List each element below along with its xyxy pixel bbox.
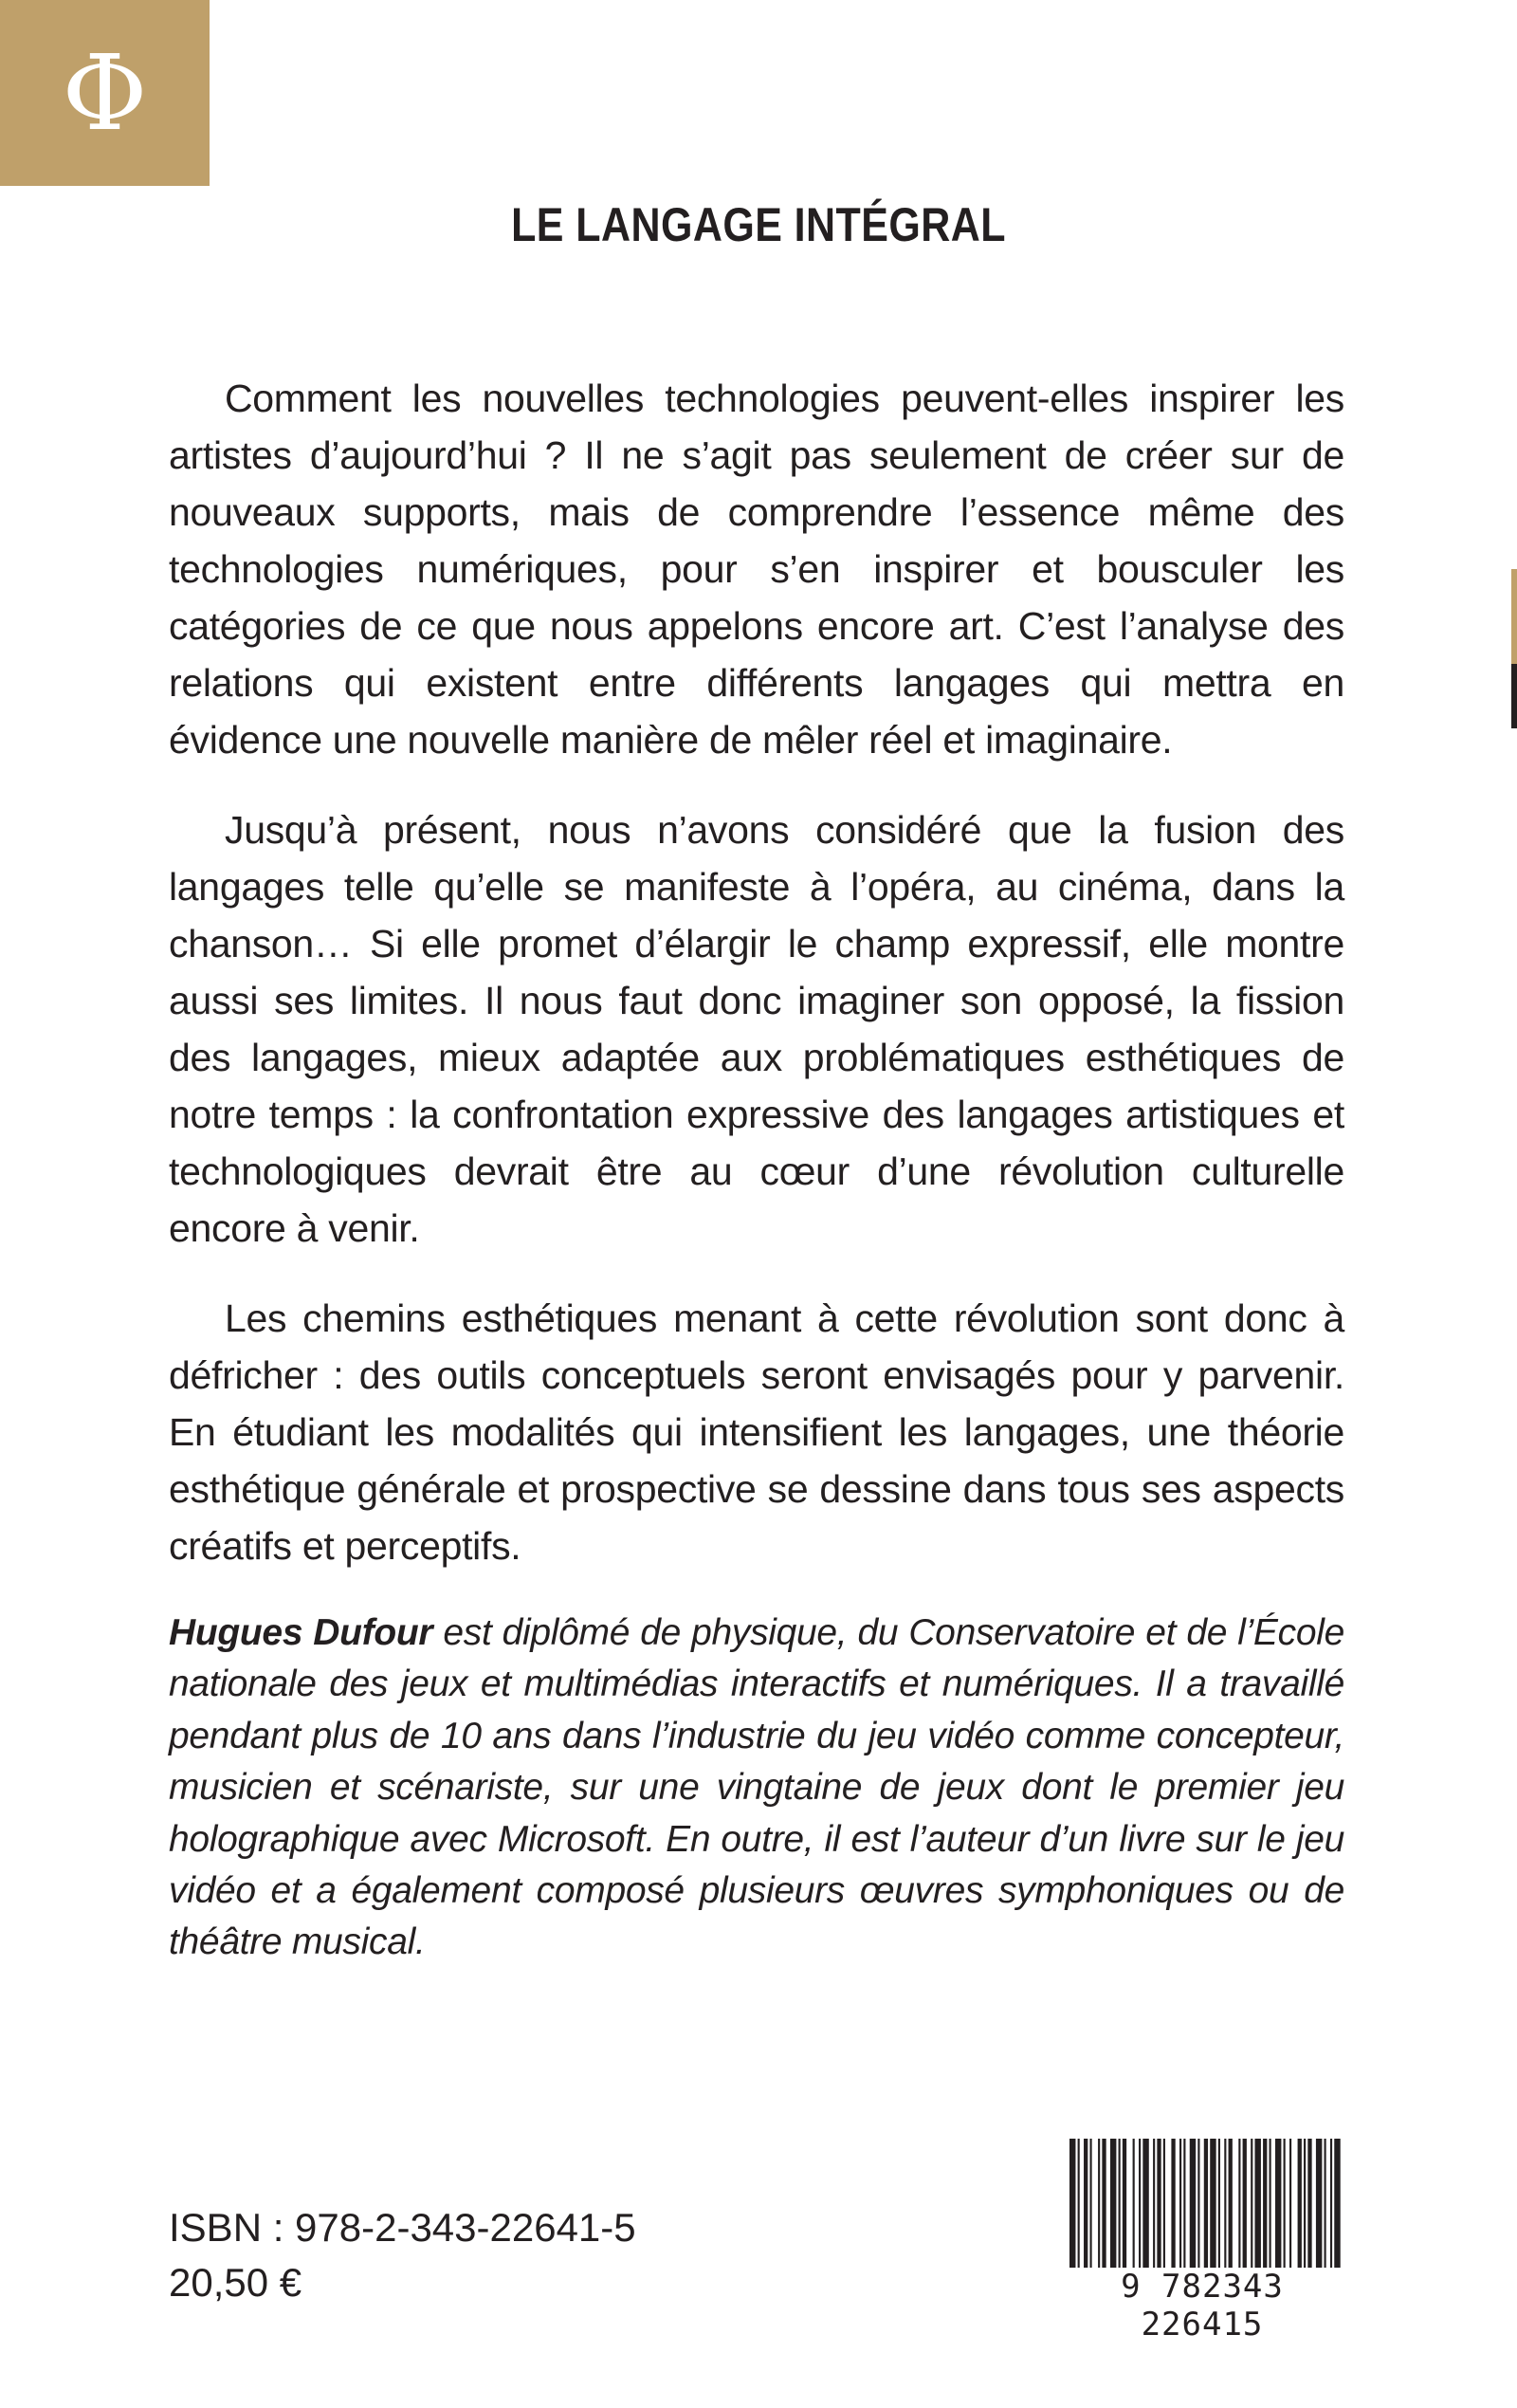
summary-paragraph-2: Jusqu’à présent, nous n’avons considéré que la fusion des langages telle qu’elle se manifeste à l’opéra, au cinéma, dans la chanson… Si elle promet d’élargir le champ expressif, elle montre aussi ses limites. Il nous faut donc imaginer son opposé, la fission des langages, mieux adaptée aux problématiques esthétiques de notre temps : la confrontation expressive des langages artistiques et technologiques devrait être au cœur d’une révolution culturelle encore à venir. — [169, 808, 1344, 1250]
book-title: LE LANGAGE INTÉGRAL — [511, 198, 1006, 251]
author-bio — [169, 1608, 1344, 1969]
barcode-digits: 9 782343 226415 — [1052, 2268, 1352, 2344]
phi-icon: Φ — [62, 32, 148, 154]
publisher-logo — [0, 0, 210, 186]
spine-mark-dark — [1511, 664, 1517, 728]
isbn-block — [169, 2200, 636, 2310]
summary-paragraph-3: Les chemins esthétiques menant à cette révolution sont donc à défricher : des outils conceptuels seront envisagés pour y parvenir. En étudiant les modalités qui intensifient les langages, une théorie esthétique générale et prospective se dessine dans tous ses aspects créatifs et perceptifs. — [169, 1296, 1344, 1568]
price: 20,50 € — [169, 2260, 302, 2305]
summary-text — [169, 370, 1344, 1608]
isbn-number: ISBN : 978-2-343-22641-5 — [169, 2205, 636, 2250]
author-name: Hugues Dufour — [169, 1612, 433, 1653]
spine-mark-gold — [1511, 569, 1517, 664]
author-bio-text: est diplômé de physique, du Conservatoire et de l’École nationale des jeux et multimédias interactifs et numériques. Il a travaillé pendant plus de 10 ans dans l’industrie du jeu vidéo comme concepteur, musicien et scénariste, sur une vingtaine de jeux dont le premier jeu holographique avec Microsoft. En outre, il est l’auteur d’un livre sur le jeu vidéo et a également composé plusieurs œuvres symphoniques ou de théâtre musical. — [169, 1612, 1344, 1963]
summary-paragraph-1: Comment les nouvelles technologies peuvent-elles inspirer les artistes d’aujourd’hui ? Il ne s’agit pas seulement de créer sur de nouveaux supports, mais de comprendre l’essence même des technologies numériques, pour s’en inspirer et bousculer les catégories de ce que nous appelons encore art. C’est l’analyse des relations qui existent entre différents langages qui mettra en évidence une nouvelle manière de mêler réel et imaginaire. — [169, 377, 1344, 762]
